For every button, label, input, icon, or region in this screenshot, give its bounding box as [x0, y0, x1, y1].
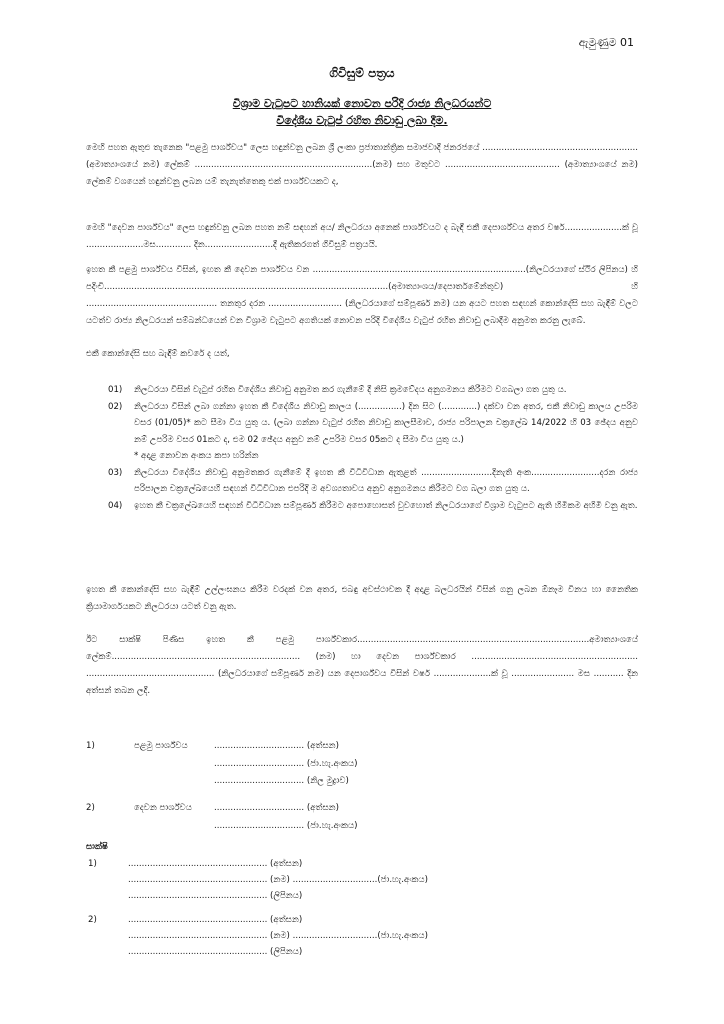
paragraph-second-party: මෙහි "දෙවන පාර්ශ්වය" ලෙස හඳුන්වනු ලබන පහත නම් සඳහන් අය/ නිලධරයා අනෙක් පාර්ශ්වයට ද බැඳී එකී දෙපාර්ශ්වය අතර වර්ෂ.....................ක් වූ .....................මස............. දින.........................දී ඇතිකරගත් ගිවිසුම් පත්‍රයයි.	[86, 223, 638, 250]
signature-line: ................................................... (අත්සන)	[128, 915, 303, 925]
party-role: දෙවන පාර්ශ්වය	[134, 803, 192, 813]
subtitle-line-2: විදේශීය වැටුප් රහිත නිවාඩු ලබා දීම.	[276, 114, 448, 127]
conditions-list	[108, 382, 638, 514]
paragraph-conditions-intro: එකී කොන්දේසි සහ බැඳීම් කවරේ ද යත්,	[86, 349, 230, 359]
name-id-line: ................................................... (නම) ...............................(ජා.හැ.අංකය)	[128, 931, 428, 941]
address-line: ................................................... (ලිපිනය)	[128, 947, 303, 957]
second-party-signature-block	[86, 800, 358, 835]
address-line: ................................................... (ලිපිනය)	[128, 891, 303, 901]
condition-text: නිලධරයා විසින් ලබා ගන්නා ඉහත කී විදේශීය නිවාඩු කාලය (................) දින සිට (.............) දක්වා වන අතර, එකී නිවාඩු කාලය උපරිම වසර (01/05)* කට සීමා විය යුතු ය. (ලබා ගන්නා වැටුප් රහිත නිවාඩු කාලසීමාව, රාජ්‍ය පරිපාලන චක්‍රලේඛ 14/2022 හි 03 ඡේදය අනුව නම් උපරිම වසර 01කට ද, එම 02 ඡේදය අනුව නම් උපරිම වසර 05කට ද සීමා විය යුතු ය.)	[134, 401, 639, 445]
signature-line: ................................................... (අත්සන)	[128, 859, 303, 869]
condition-number: 04)	[108, 500, 123, 511]
condition-item	[108, 382, 638, 399]
party-number: 1)	[86, 741, 95, 751]
witness-2-block	[88, 912, 428, 960]
condition-item	[108, 399, 638, 449]
name-id-line: ................................................... (නම) ...............................(ජා.හැ.අංකය)	[128, 875, 428, 885]
paragraph-first-party: මෙහි පහත ඇතුළු තැනෙක "පළමු පාර්ශ්වය" ලෙස හඳුන්වනු ලබන ශ්‍රී ලංකා ප්‍රජාතාන්ත්‍රික සමාජවාදී ජනරජයේ ......................................................... (අමාත්‍යාංශයේ නම) ලේකම් .................................................................(නම) සහ මතුවට .......................................... (අමාත්‍යාංශයේ නම) ලේකම් වශයෙන් හඳුන්වනු ලබන යම් තැනැත්තෙකු එක් පාර්ශ්වයකට ද,	[86, 143, 638, 187]
signature-line: ................................. (අත්සන)	[214, 803, 340, 813]
condition-item	[108, 465, 638, 498]
paragraph-witness-statement: ඊට සාක්ෂි පිණිස ඉහත කී පළමු පාර්ශ්වකාර.....................................................................................අමාත්‍යාංශයේ ලේකම්..................................................................... (නම) හා දෙවන පාර්ශ්වකාර ............................................................. ............................................... (නිලධරයාගේ සම්පූර්ණ නම) යන දෙපාර්ශ්වය විසින් වර්ෂ .....................ක් වූ ....................... මස ........... දින අත්සන් තබන ලදී.	[86, 635, 638, 696]
party-role: පළමු පාර්ශ්වය	[134, 741, 188, 751]
paragraph-violation: ඉහත කී කොන්දේසි සහ බැඳීම් උල්ලංඝනය කිරීම වරදක් වන අතර, එබඳු අවස්ථාවක දී අදාළ බලධරයින් විසින් ගනු ලබන ඕනෑම විනය හා නෛතික ක්‍රියාමාර්ගයකට නිලධරයා යටත් වනු ඇත.	[86, 585, 638, 612]
witness-1-block	[88, 856, 428, 904]
condition-note	[108, 448, 638, 465]
condition-number: 01)	[108, 385, 123, 395]
condition-note-text: * අදාළ නොවන අංකය කපා හරින්න	[134, 451, 259, 461]
id-number-line: ................................. (ජා.හැ.අංකය)	[214, 820, 358, 831]
condition-number: 02)	[108, 401, 123, 412]
condition-item	[108, 498, 638, 515]
condition-number	[108, 448, 134, 465]
condition-text: නිලධරයා විසින් වැටුප් රහිත විදේශීය නිවාඩු අනුමත කර ගැනීමේ දී නිසි ක්‍රමවේදය අනුගමනය කිරීමට වගබලා ගත යුතු ය.	[134, 385, 567, 395]
id-number-line: ................................. (ජා.හැ.අංකය)	[214, 758, 358, 769]
party-number: 2)	[86, 803, 95, 813]
subtitle-line-1: විශ්‍රාම වැටුපට හානියක් නොවන පරිදි රාජ්‍ය නිලධරයන්ට	[232, 97, 492, 110]
condition-text: නිලධරයා විදේශීය නිවාඩු අනුමතකර ගැනීමේ දී ඉහත කී විධිවිධාන ඇතුළත් ..........................දිනැති අංක.........................දරන රාජ්‍ය පරිපාලන චක්‍රලේඛයෙහි සඳහන් විධිවිධාන එපරිදි ම අවශ්‍යතාවය අනුව අනුගමනය කිරීමට වග බලා ගත යුතු ය.	[134, 467, 638, 494]
document-title: ගිවිසුම් පත්‍රය	[329, 66, 395, 80]
witness-number: 1)	[88, 859, 97, 869]
first-party-signature-block	[86, 738, 358, 791]
condition-text: ඉහත කී චක්‍රලේඛයෙහි සඳහන් විධිවිධාන සම්පූර්ණ කිරීමට අපොහොසත් වුවහොත් නිලධරයාගේ විශ්‍රාම වැටුපට ඇති හිමිකම අහිමි වනු ඇත.	[134, 500, 638, 511]
condition-number: 03)	[108, 467, 123, 478]
paragraph-approval: ඉහත කී පළමු පාර්ශ්වය විසින්, ඉහත කී දෙවන පාර්ශ්වය වන ..............................................................................(නිලධරයාගේ ස්ථිර ලිපිනය) හි පදිංචි........................................................................................................(අමාත්‍යාංශය/දෙපාර්තමේන්තුව) හි ................................................ තනතුර දරන ........................... (නිලධරයාගේ සම්පූර්ණ නම) යන අයට පහත සඳහන් කොන්දේසි සහ බැඳීම් වලට යටත්ව රාජ්‍ය නිලධරයන් සම්බන්ධයෙන් වන විශ්‍රාම වැටුපට අගතියක් නොවන පරිදි විදේශීය වැටුප් රහිත නිවාඩු ලබාදීම අනුමත කරනු ලැබේ.	[86, 265, 638, 326]
annex-label: ඇමුණුම 01	[578, 36, 634, 49]
witnesses-heading: සාක්ෂි	[86, 842, 108, 852]
official-seal-line: ................................. (නිල මුද්‍රාව)	[214, 776, 349, 786]
signature-line: ................................. (අත්සන)	[214, 741, 340, 751]
witness-number: 2)	[88, 915, 97, 925]
